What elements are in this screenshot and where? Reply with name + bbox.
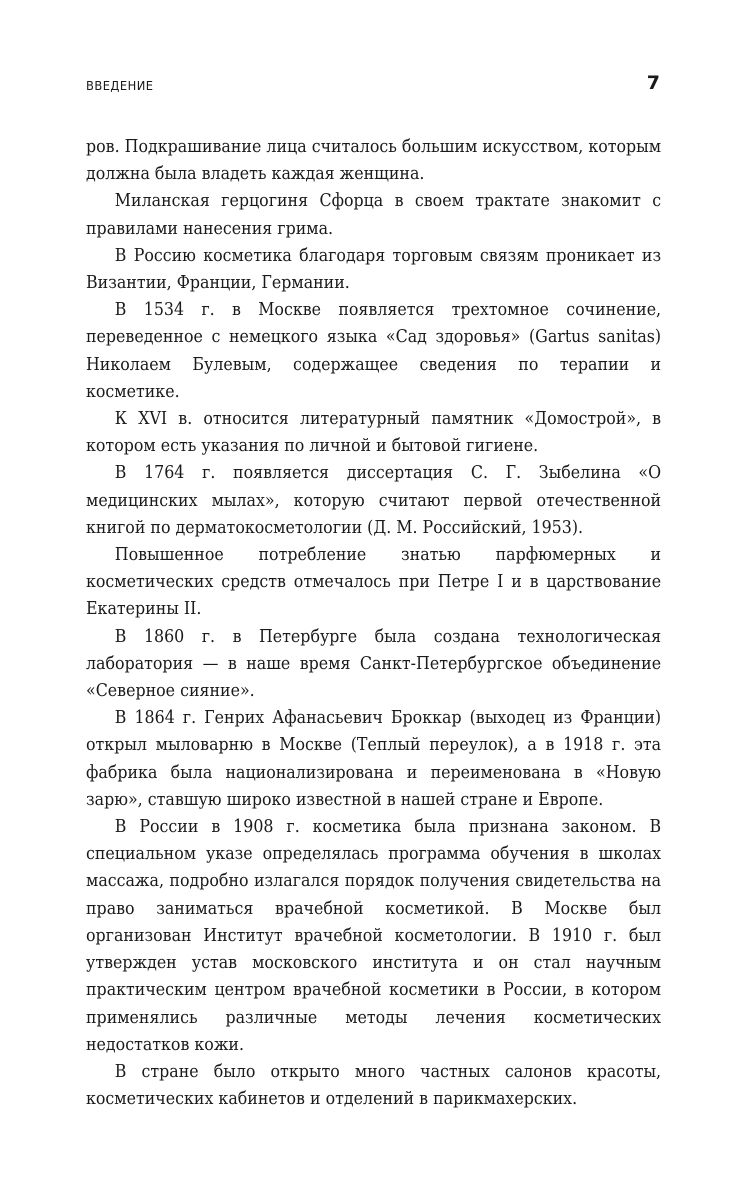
paragraph: ров. Подкрашивание лица считалось большим искусством, которым должна была владеть каждая женщина. <box>86 137 662 185</box>
paragraph: Повышенное потребление знатью парфюмерных и косметических средств отмечалось при Петре I и в царствование Екатерины II. <box>86 545 662 620</box>
paragraph: В 1534 г. в Москве появляется трехтомное сочинение, переведенное с немецкого языка «Сад здоровья» (Gartus sanitas) Николаем Булевым, содержащее сведения по терапии и косметике. <box>86 300 662 402</box>
paragraph: В стране было открыто много частных салонов красоты, косметических кабинетов и отделений в парикмахерских. <box>86 1061 662 1110</box>
paragraph: В 1764 г. появляется диссертация С. Г. Зыбелина «О медицинских мылах», которую считают первой отечественной книгой по дерматокосметологии (Д. М. Российский, 1953). <box>86 463 662 538</box>
paragraph: Миланская герцогиня Сфорца в своем трактате знакомит с правилами нанесения грима. <box>86 191 662 239</box>
paragraph: В 1860 г. в Петербурге была создана технологическая лаборатория — в наше время Санкт-Петербургское объединение «Северное сияние». <box>86 626 662 702</box>
paragraph: В 1864 г. Генрих Афанасьевич Броккар (выходец из Франции) открыл мыловарню в Москве (Теплый переулок), а в 1918 г. эта фабрика была национализирована и переименована в «Новую зарю», ставшую широко известной в нашей стране и Европе. <box>86 708 662 810</box>
paragraph: В Россию косметика благодаря торговым связям проникает из Византии, Франции, Германии. <box>86 245 662 294</box>
running-head: ВВЕДЕНИЕ <box>86 78 154 93</box>
body-text <box>86 134 661 1113</box>
paragraph: К XVI в. относится литературный памятник «Домострой», в котором есть указания по личной и бытовой гигиене. <box>86 409 662 457</box>
page-number: 7 <box>646 72 660 94</box>
paragraph: В России в 1908 г. косметика была признана законом. В специальном указе определялась программа обучения в школах массажа, подробно излагался порядок получения свидетельства на право заниматься врачебной косметикой. В Москве был организован Институт врачебной косметологии. В 1910 г. был утвержден устав московского института и он стал научным практическим центром врачебной косметики в России, в котором применялись различные методы лечения косметических недостатков кожи. <box>86 817 662 1055</box>
